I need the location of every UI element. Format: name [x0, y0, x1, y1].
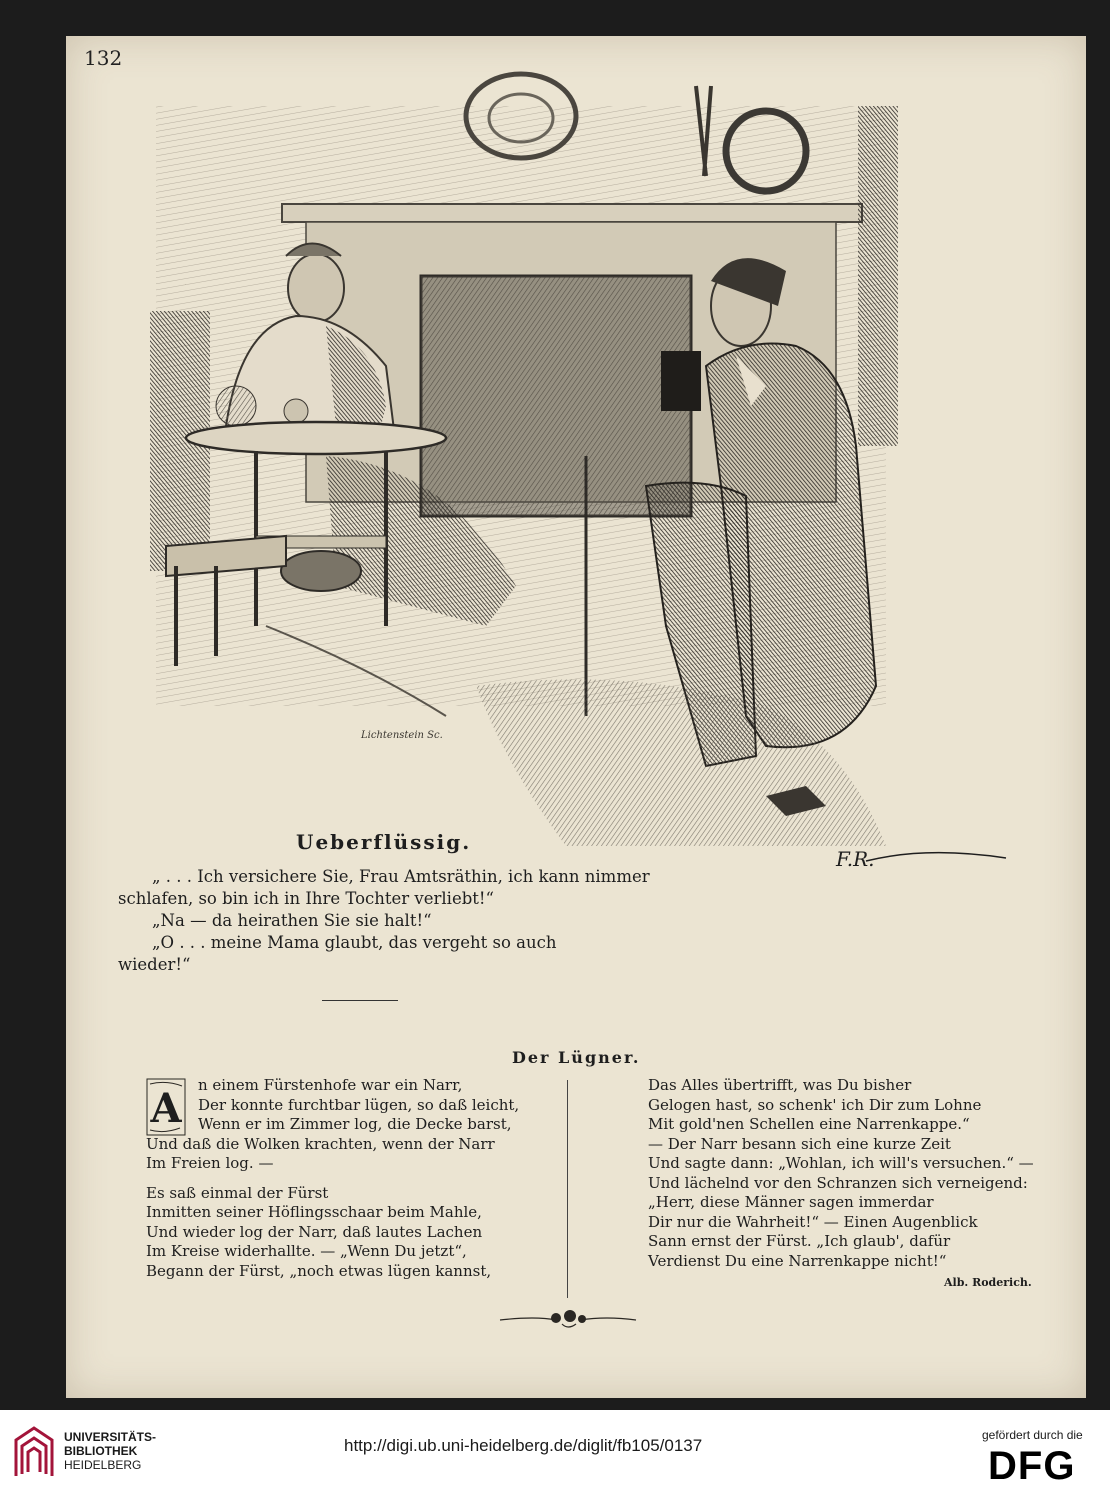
permalink-url[interactable]: http://digi.ub.uni-heidelberg.de/diglit/fb105/0137 — [344, 1436, 703, 1455]
story-line: wieder!“ — [118, 955, 191, 974]
poem-line: Es saß einmal der Fürst — [146, 1183, 329, 1202]
poem-line: Mit gold'nen Schellen eine Narrenkappe.“ — [648, 1115, 970, 1133]
poem-right-column — [648, 1076, 1034, 1271]
story-text — [118, 866, 650, 976]
poem-line: Verdienst Du eine Narrenkappe nicht!“ — [648, 1251, 947, 1270]
section-divider — [322, 1000, 398, 1001]
poem-line: — Der Narr besann sich eine kurze Zeit — [648, 1134, 951, 1153]
university-library-logo-icon — [12, 1426, 56, 1478]
story-line: „ . . . Ich versichere Sie, Frau Amtsräthin, ich kann nimmer — [152, 867, 650, 886]
woman-head — [288, 254, 344, 322]
library-name-line: BIBLIOTHEK — [64, 1444, 138, 1458]
engraver-mark: Lichtenstein Sc. — [361, 730, 443, 741]
funded-by-label: gefördert durch die — [982, 1428, 1083, 1442]
story-line: „Na — da heirathen Sie sie halt!“ — [152, 911, 432, 930]
poem-line: Im Freien log. — — [146, 1154, 274, 1172]
poem-line: Und daß die Wolken krachten, wenn der Narr — [146, 1134, 495, 1153]
poem-line: Inmitten seiner Höflingsschaar beim Mahle, — [146, 1203, 482, 1221]
poem-line: n einem Fürstenhofe war ein Narr, — [198, 1076, 463, 1094]
poem-line: Und lächelnd vor den Schranzen sich verneigend: — [648, 1173, 1028, 1192]
poem-line: Wenn er im Zimmer log, die Decke barst, — [198, 1115, 512, 1133]
poem-line: Gelogen hast, so schenk' ich Dir zum Lohne — [648, 1095, 982, 1114]
floral-ornament-icon — [496, 1304, 640, 1332]
story-line: „O . . . meine Mama glaubt, das vergeht so auch — [152, 933, 557, 952]
poem-line: Der konnte furchtbar lügen, so daß leicht, — [198, 1095, 520, 1114]
poem-line: Und wieder log der Narr, daß lautes Lachen — [146, 1222, 483, 1241]
poem-stanza — [146, 1184, 566, 1282]
engraving-illustration — [146, 66, 1016, 871]
library-name — [64, 1430, 156, 1472]
poem-line: Und sagte dann: „Wohlan, ich will's versuchen.“ — — [648, 1154, 1034, 1172]
page-number: 132 — [84, 46, 123, 70]
library-name-line: UNIVERSITÄTS- — [64, 1430, 157, 1444]
poem-line: Das Alles übertrifft, was Du bisher — [648, 1076, 912, 1094]
tea-table — [186, 422, 446, 454]
poem-line: Begann der Fürst, „noch etwas lügen kannst, — [146, 1261, 492, 1280]
library-name-line: HEIDELBERG — [64, 1458, 142, 1472]
dfg-logo: DFG — [988, 1444, 1076, 1488]
story-title: Ueberflüssig. — [296, 830, 472, 854]
poem-line: Dir nur die Wahrheit!“ — Einen Augenblick — [648, 1212, 978, 1231]
poem-author: Alb. Roderich. — [944, 1276, 1032, 1289]
top-hat — [661, 351, 701, 411]
poem-line: Sann ernst der Fürst. „Ich glaub', dafür — [648, 1232, 951, 1250]
poem-line: Im Kreise widerhallte. — „Wenn Du jetzt“, — [146, 1242, 467, 1260]
poem-line: „Herr, diese Männer sagen immerdar — [648, 1193, 934, 1211]
artist-signature: F.R. — [836, 847, 875, 871]
mantel-shelf — [282, 204, 862, 222]
poem-title: Der Lügner. — [512, 1048, 641, 1067]
dropcap-letter: A — [150, 1085, 182, 1132]
poem-left-column — [146, 1076, 566, 1281]
story-line: schlafen, so bin ich in Ihre Tochter verliebt!“ — [118, 889, 494, 908]
column-divider — [567, 1080, 568, 1298]
